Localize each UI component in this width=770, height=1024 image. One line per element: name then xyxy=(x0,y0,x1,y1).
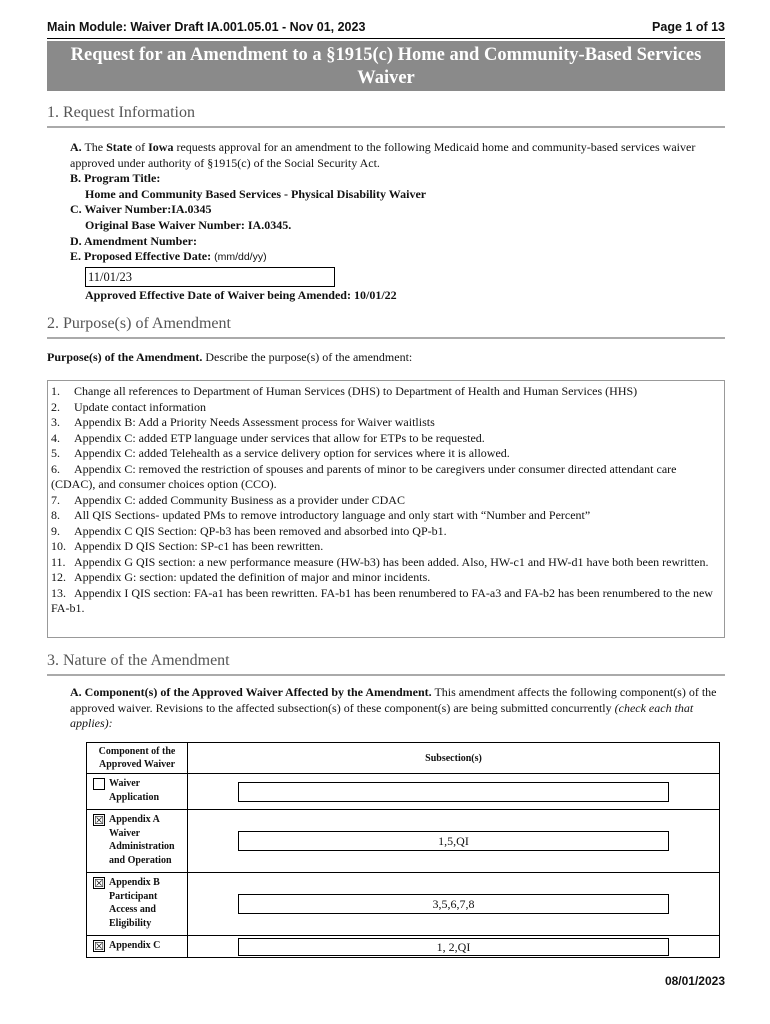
table-row xyxy=(87,774,720,810)
purpose-item xyxy=(51,570,721,586)
purpose-item-number: 9. xyxy=(51,523,60,538)
purpose-item-text: Appendix C QIS Section: QP-b3 has been removed and absorbed into QP-b1. xyxy=(74,523,447,538)
item-b xyxy=(70,171,720,187)
purpose-item-number: 8. xyxy=(51,508,60,522)
section-heading-nature: 3. Nature of the Amendment xyxy=(47,652,725,676)
purpose-item-text: Appendix I QIS section: FA-a1 has been rewritten. FA-b1 has been renumbered to FA-a3 and FA-b2 has been renumbered to the new FA-b1. xyxy=(51,585,713,615)
subsection-input[interactable] xyxy=(238,782,669,802)
purpose-item-text: Update contact information xyxy=(74,399,206,414)
purpose-item xyxy=(51,555,721,571)
purpose-item xyxy=(51,493,721,509)
purpose-item xyxy=(51,462,721,493)
section-heading-request-info: 1. Request Information xyxy=(47,104,725,128)
page-number: Page 1 of 13 xyxy=(652,20,725,34)
purpose-item-text: Appendix G: section: updated the definition of major and minor incidents. xyxy=(74,570,431,584)
amendment-number-label: D. Amendment Number: xyxy=(70,233,197,248)
subsection-cell xyxy=(188,774,720,810)
purpose-prompt xyxy=(47,350,412,365)
nature-a-text: This amendment affects the following component(s) of the approved waiver. Revisions to the affected subsection(s) of these component(s) are being submitted concurrently xyxy=(70,685,717,715)
subsection-input[interactable]: 1,5,QI xyxy=(238,831,669,851)
purpose-item-text: Appendix B: Add a Priority Needs Assessment process for Waiver waitlists xyxy=(74,415,435,429)
col-component-header: Component of the Approved Waiver xyxy=(87,743,188,774)
purpose-item-number: 10. xyxy=(51,539,66,553)
effective-date-label: E. Proposed Effective Date: xyxy=(70,249,212,264)
purpose-item xyxy=(51,384,721,400)
section-heading-purpose: 2. Purpose(s) of Amendment xyxy=(47,315,725,339)
component-label: Waiver Application xyxy=(109,778,160,803)
purpose-item-number: 3. xyxy=(51,415,60,429)
component-label: Appendix A Waiver Administration and Operation xyxy=(109,814,175,866)
table-header-row xyxy=(87,743,720,774)
request-information xyxy=(70,140,720,303)
subsection-cell xyxy=(188,936,720,958)
program-title-value xyxy=(70,187,720,203)
program-title-text: Home and Community Based Services - Physical Disability Waiver xyxy=(85,186,427,201)
purpose-item xyxy=(51,539,721,555)
purpose-item xyxy=(51,415,721,431)
purpose-item-number: 6. xyxy=(51,461,60,476)
purpose-item xyxy=(51,524,721,540)
purpose-item-text: Appendix C: added Community Business as a provider under CDAC xyxy=(74,492,405,507)
purpose-item-text: Change all references to Department of Human Services (DHS) to Department of Health and Human Services (HHS) xyxy=(74,384,638,398)
purpose-item xyxy=(51,508,721,524)
component-cell xyxy=(87,873,188,936)
nature-a-italic: (check each that applies): xyxy=(70,700,694,731)
subsection-input[interactable]: 1, 2,QI xyxy=(238,938,669,956)
purpose-item-text: Appendix D QIS Section: SP-c1 has been rewritten. xyxy=(74,539,324,553)
item-a xyxy=(70,140,720,171)
purpose-item xyxy=(51,400,721,416)
document-title: Request for an Amendment to a §1915(c) Home and Community-Based Services Waiver xyxy=(47,41,725,91)
purpose-item-number: 1. xyxy=(51,384,60,398)
item-a-label: A. xyxy=(70,140,82,154)
purpose-item-number: 11. xyxy=(51,554,66,569)
item-a-text: requests approval for an amendment to the following Medicaid home and community-based services waiver approved under authority of §1915(c) of the Social Security Act. xyxy=(70,140,696,170)
table-row xyxy=(87,936,720,958)
checkbox[interactable] xyxy=(93,778,105,790)
original-waiver-number-text: Original Base Waiver Number: IA.0345. xyxy=(85,217,292,232)
effective-date-field[interactable]: 11/01/23 xyxy=(85,267,335,287)
nature-a-bold: A. Component(s) of the Approved Waiver Affected by the Amendment. xyxy=(70,685,432,699)
purpose-item-number: 5. xyxy=(51,446,60,460)
item-a-of: of xyxy=(135,140,146,154)
item-c xyxy=(70,202,720,218)
purpose-textarea[interactable] xyxy=(47,380,725,638)
purpose-item xyxy=(51,431,721,447)
checkbox[interactable]: ☒ xyxy=(94,877,104,890)
page-header xyxy=(47,20,725,39)
subsection-cell xyxy=(188,873,720,936)
waiver-number: C. Waiver Number:IA.0345 xyxy=(70,202,212,217)
purpose-item-text: Appendix C: added ETP language under services that allow for ETPs to be requested. xyxy=(74,430,485,445)
nature-component-intro xyxy=(70,685,720,732)
approved-effective-date-text: Approved Effective Date of Waiver being Amended: 10/01/22 xyxy=(85,287,397,302)
purpose-item-number: 12. xyxy=(51,570,66,584)
item-a-state-label: State xyxy=(106,140,133,154)
component-label: Appendix C xyxy=(109,940,161,951)
components-table xyxy=(86,742,720,958)
purpose-item-number: 13. xyxy=(51,585,66,600)
date-format-hint: (mm/dd/yy) xyxy=(214,251,267,264)
checkbox[interactable]: ☒ xyxy=(94,814,104,827)
item-a-pre: The xyxy=(84,140,104,154)
checkbox[interactable]: ☒ xyxy=(94,940,104,953)
component-cell xyxy=(87,810,188,873)
subsection-cell xyxy=(188,810,720,873)
purpose-prompt-bold: Purpose(s) of the Amendment. xyxy=(47,350,203,364)
original-waiver-number xyxy=(70,218,720,234)
program-title-label: B. Program Title: xyxy=(70,171,161,186)
table-row xyxy=(87,810,720,873)
item-e xyxy=(70,249,720,266)
purpose-item xyxy=(51,446,721,462)
footer-date: 08/01/2023 xyxy=(664,974,725,988)
table-row xyxy=(87,873,720,936)
purpose-prompt-text: Describe the purpose(s) of the amendment: xyxy=(205,350,413,364)
approved-effective-date xyxy=(70,288,720,304)
purpose-item-text: Appendix G QIS section: a new performance measure (HW-b3) has been added. Also, HW-c1 and HW-d1 have both been rewritten. xyxy=(74,554,709,569)
purpose-item-number: 2. xyxy=(51,399,60,414)
module-title: Main Module: Waiver Draft IA.001.05.01 - Nov 01, 2023 xyxy=(47,20,366,34)
purpose-item-number: 4. xyxy=(51,430,60,445)
col-subsection-header: Subsection(s) xyxy=(188,743,720,774)
purpose-item-text: Appendix C: added Telehealth as a service delivery option for services where it is allowed. xyxy=(74,446,510,460)
component-cell xyxy=(87,774,188,810)
purpose-item-number: 7. xyxy=(51,492,60,507)
component-cell xyxy=(87,936,188,958)
purpose-item-text: All QIS Sections- updated PMs to remove introductory language and only start with “Number and Percent” xyxy=(74,508,591,522)
subsection-input[interactable]: 3,5,6,7,8 xyxy=(238,894,669,914)
purpose-item-text: Appendix C: removed the restriction of spouses and parents of minor to be caregivers under consumer directed attendant care (CDAC), and consumer choices option (CCO). xyxy=(51,461,677,491)
item-d xyxy=(70,234,720,250)
component-label: Appendix B Participant Access and Eligibility xyxy=(109,877,160,929)
state-name: Iowa xyxy=(148,140,174,154)
purpose-item xyxy=(51,586,721,617)
